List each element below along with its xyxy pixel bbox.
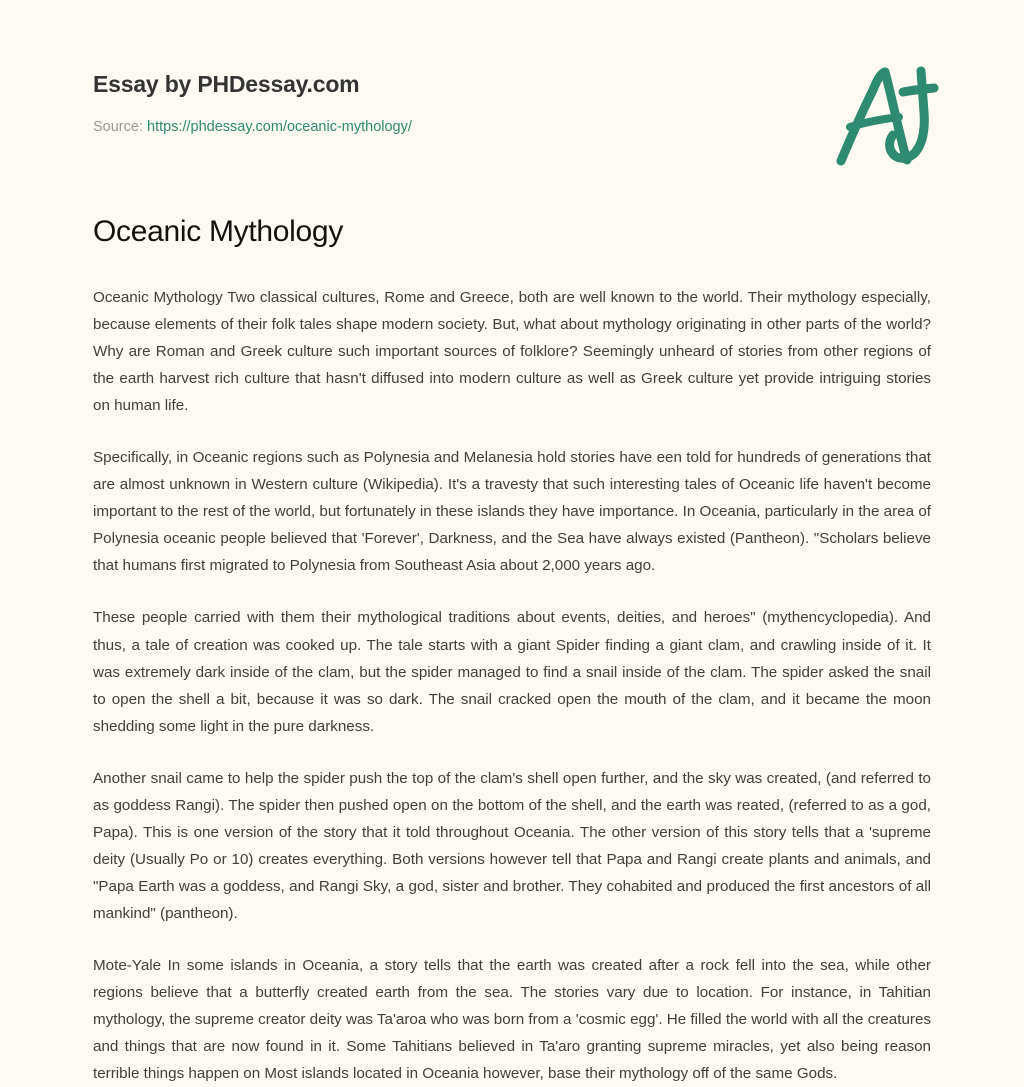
article-paragraph: These people carried with them their mythological traditions about events, deities, and heroes" (mythencyclopedia). And thus, a tale of creation was cooked up. The tale starts with a giant Spider finding a giant clam, and crawling inside of it. It was extremely dark inside of the clam, but the spider managed to find a snail inside of the clam. The spider asked the snail to open the shell a bit, because it was so dark. The snail cracked open the mouth of the clam, and it became the moon shedding some light in the pure darkness.: [93, 609, 931, 735]
a-plus-logo-icon: [831, 62, 949, 170]
page-title: Oceanic Mythology: [93, 215, 344, 248]
article: [93, 214, 931, 1087]
site-header: [93, 70, 931, 180]
source-url-link[interactable]: https://phdessay.com/oceanic-mythology/: [147, 118, 412, 135]
source-line: [93, 118, 931, 137]
article-paragraph: Another snail came to help the spider push the top of the clam's shell open further, and the sky was created, (and referred to as goddess Rangi). The spider then pushed open on the bottom of the shell, and the earth was reated, (referred to as a god, Papa). This is one version of the story that it told throughout Oceania. The other version of this story tells that a 'supreme deity (Usually Po or 10) creates everything. Both versions however tell that Papa and Rangi create plants and animals, and "Papa Earth was a goddess, and Rangi Sky, a god, sister and brother. They cohabited and produced the first ancestors of all mankind" (pantheon).: [93, 769, 931, 922]
article-paragraph: Mote-Yale In some islands in Oceania, a story tells that the earth was created after a rock fell into the sea, while other regions believe that a butterfly created earth from the sea. The stories vary due to location. For instance, in Tahitian mythology, the supreme creator deity was Ta'aroa who was born from a 'cosmic egg'. He filled the world with all the creatures and things that are now found in it. Some Tahitians believed in Ta'aro granting supreme miracles, yet also being reason terrible things happen on Most islands located in Oceania however, base their mythology off of the same Gods.: [93, 956, 931, 1083]
brand-title: Essay by PHDessay.com: [93, 71, 360, 97]
article-paragraph: Oceanic Mythology Two classical cultures, Rome and Greece, both are well known to the world. Their mythology especially, because elements of their folk tales shape modern society. But, what about mythology originating in other parts of the world? Why are Roman and Greek culture such important sources of folklore? Seemingly unheard of stories from other regions of the earth harvest rich culture that hasn't diffused into modern culture as well as Greek culture yet provide intriguing stories on human life.: [93, 289, 931, 415]
a-plus-logo-svg: [831, 62, 949, 170]
article-body: [93, 284, 931, 1087]
source-label: Source:: [93, 118, 143, 135]
article-paragraph: Specifically, in Oceanic regions such as Polynesia and Melanesia hold stories have een told for hundreds of generations that are almost unknown in Western culture (Wikipedia). It's a travesty that such interesting tales of Oceanic life haven't become important to the rest of the world, but fortunately in these islands they have importance. In Oceania, particularly in the area of Polynesia oceanic people believed that 'Forever', Darkness, and the Sea have always existed (Pantheon). "Scholars believe that humans first migrated to Polynesia from Southeast Asia about 2,000 years ago.: [93, 449, 931, 575]
